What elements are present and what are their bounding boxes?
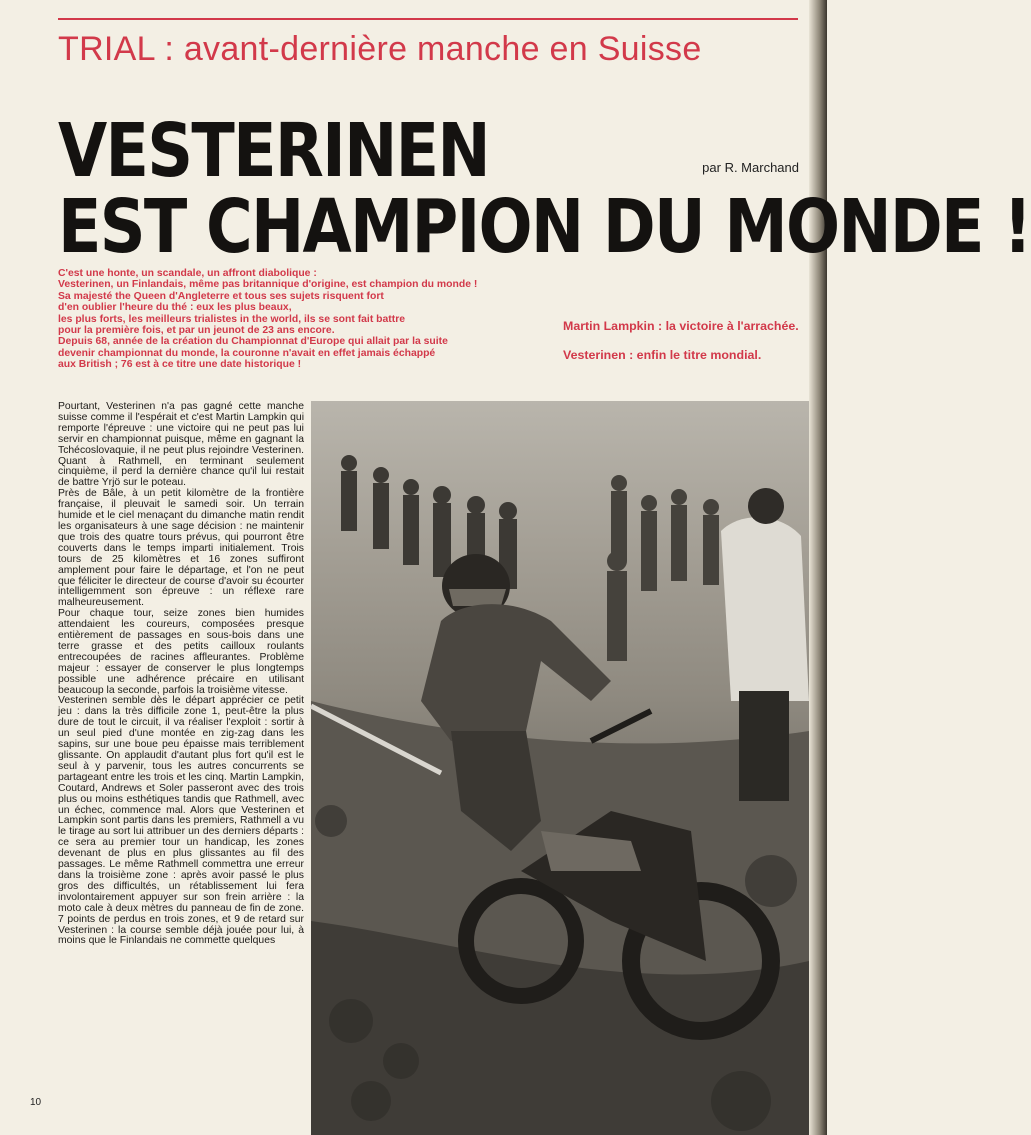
photo-captions <box>563 319 808 377</box>
top-rule <box>58 18 798 20</box>
intro-line: d'en oublier l'heure du thé : eux les plus beaux, <box>58 302 292 314</box>
article-intro <box>58 268 558 371</box>
spectators-right <box>607 475 719 661</box>
intro-line: devenir championnat du monde, la couronne n'avait en effet jamais échappé <box>58 347 436 359</box>
caption-lampkin: Martin Lampkin : la victoire à l'arrachée. <box>563 319 799 333</box>
headline-line-1: VESTERINEN <box>58 108 489 194</box>
page-binding-edge <box>809 0 827 1135</box>
article-kicker: TRIAL : avant-dernière manche en Suisse <box>58 30 702 68</box>
body-paragraph: Vesterinen semble dès le départ apprécier ce petit jeu : dans la très difficile zone 1, peut-être la plus dure de tout le circuit, il va réaliser l'exploit : sortir à un seul pied d'une montée en zig-zag dans les sapins, sur une boue peu épaisse mais terriblement glissante. On applaudit d'autant plus fort qu'il est le seul à y parvenir, tous les autres concurrents se partageant entre les trois et les cinq. Martin Lampkin, Coutard, Andrews et Soler passeront avec des trois plus ou moins esthétiques tandis que Rathmell, avec un échec, commence mal. Alors que Vesterinen et Lampkin sont partis dans les premiers, Rathmell a vu le tirage au sort lui attribuer un des derniers départs : ce sera au premier tour un handicap, les zones devenant de plus en plus glissantes au fil des passages. Le même Rathmell commettra une erreur dans la troisième zone : après avoir passé le plus gros des difficultés, un rétablissement lui fera involontairement appuyer sur son frein arrière : la moto cale à deux mètres du panneau de fin de zone. 7 points de perdus en trois zones, et 9 de retard sur Vesterinen : la course semble déjà jouée pour lui, à moins que le Finlandais ne commette quelques <box>58 695 304 947</box>
body-paragraph: Pourtant, Vesterinen n'a pas gagné cette manche suisse comme il l'espérait et c'est Martin Lampkin qui remporte l'épreuve : une victoire qui ne peut pas lui servir en championnat puisque, même en gagnant la Tchécoslovaquie, il ne peut plus rejoindre Vesterinen. Quant à Rathmell, en terminant seulement cinquième, il perd la dernière chance qu'il lui restait de battre Yrjö sur le poteau. <box>58 401 304 489</box>
byline: par R. Marchand <box>702 160 799 175</box>
intro-line: C'est une honte, un scandale, un affront diabolique : <box>58 268 317 279</box>
intro-line: Depuis 68, année de la création du Championnat d'Europe qui allait par la suite <box>58 336 448 348</box>
headline-line-2: EST CHAMPION DU MONDE ! <box>58 184 1031 270</box>
intro-line: aux British ; 76 est à ce titre une date historique ! <box>58 359 302 371</box>
body-paragraph: Pour chaque tour, seize zones bien humides attendaient les coureurs, composées presque entièrement de passages en sous-bois dans une terre grasse et des petits cailloux roulants entrecoupées de racines affleurantes. Problème majeur : essayer de conserver le plus longtemps possible une adhérence précaire en utilisant beaucoup la seconde, parfois la troisième vitesse. <box>58 608 304 696</box>
article-photo <box>311 401 809 1135</box>
article-body <box>58 402 304 947</box>
photo-illustration <box>311 401 809 1135</box>
intro-line: Sa majesté the Queen d'Angleterre et tous ses sujets risquent fort <box>58 290 384 302</box>
page-number: 10 <box>30 1097 42 1108</box>
intro-line: pour la première fois, et par un jeunot de 23 ans encore. <box>58 325 335 337</box>
intro-line: les plus forts, les meilleurs trialistes in the world, ils se sont fait battre <box>58 313 406 325</box>
body-paragraph: Près de Bâle, à un petit kilomètre de la frontière française, il pleuvait le samedi soir. Un terrain humide et le ciel menaçant du dimanche matin rendit les organisateurs à une sage décision : ne maintenir que trois des quatre tours prévus, qui pourront être couverts dans le temps imparti initialement. Trois tours de 25 kilomètres et 16 zones suffiront amplement pour faire le départage, et l'on ne peut que féliciter le directeur de course d'avoir su écourter intelligemment son épreuve : un réflexe rare malheureusement. <box>58 488 304 609</box>
intro-line: Vesterinen, un Finlandais, même pas britannique d'origine, est champion du monde ! <box>58 279 478 291</box>
caption-vesterinen: Vesterinen : enfin le titre mondial. <box>563 348 762 362</box>
